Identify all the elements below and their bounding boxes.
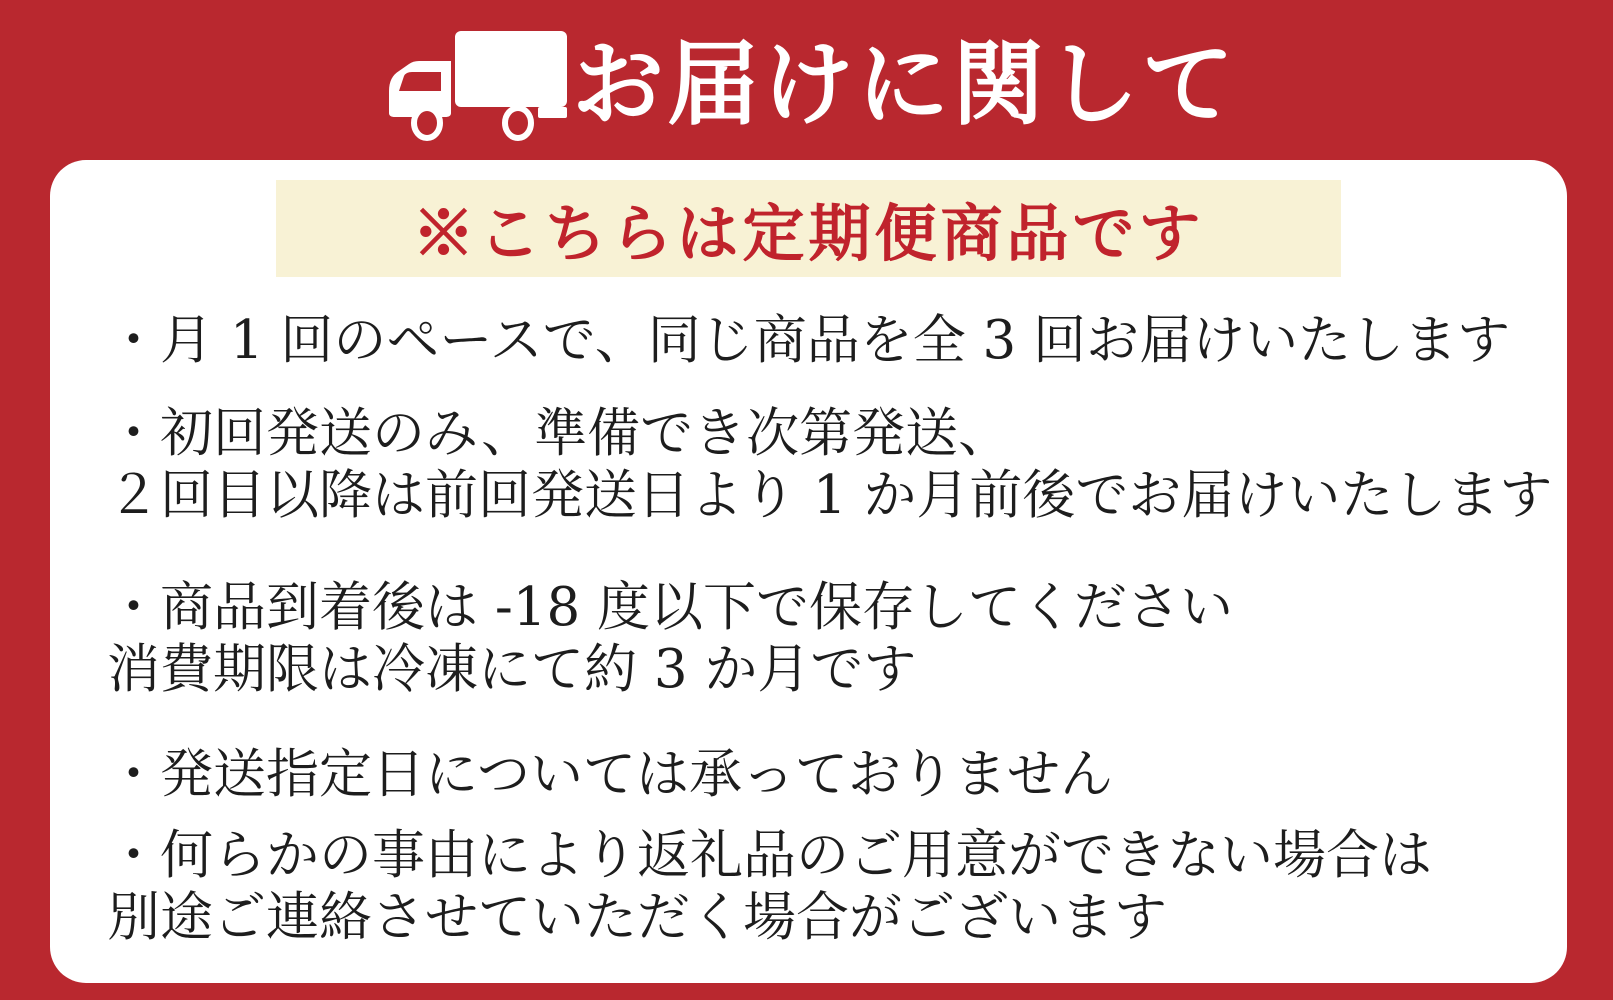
note-no-date-designation (107, 744, 1527, 806)
note-line: ２回目以降は前回発送日より 1 か月前後でお届けいたします (107, 465, 1553, 526)
page-title: お届けに関して (572, 30, 1238, 138)
note-line: ・商品到着後は -18 度以下で保存してください (107, 577, 1234, 638)
note-line: 別途ご連絡させていただく場合がございます (107, 887, 1167, 948)
delivery-notes-list (50, 310, 1567, 949)
note-line: ・初回発送のみ、準備でき次第発送、 (107, 403, 1012, 464)
info-card (50, 160, 1567, 983)
note-line: ・何らかの事由により返礼品のご用意ができない場合は (107, 825, 1432, 886)
note-line: 消費期限は冷凍にて約 3 か月です (107, 639, 917, 700)
note-unavailability (107, 825, 1527, 949)
note-line: ・月 1 回のペースで、同じ商品を全 3 回お届けいたします (107, 310, 1511, 371)
note-storage (107, 577, 1527, 701)
subscription-banner-text: ※こちらは定期便商品です (412, 197, 1205, 270)
note-monthly-pace (107, 310, 1527, 372)
subscription-banner (276, 180, 1341, 277)
note-first-shipment (107, 403, 1553, 527)
note-line: ・発送指定日については承っておりません (107, 744, 1113, 805)
truck-icon (385, 28, 575, 145)
delivery-header (0, 0, 1613, 160)
